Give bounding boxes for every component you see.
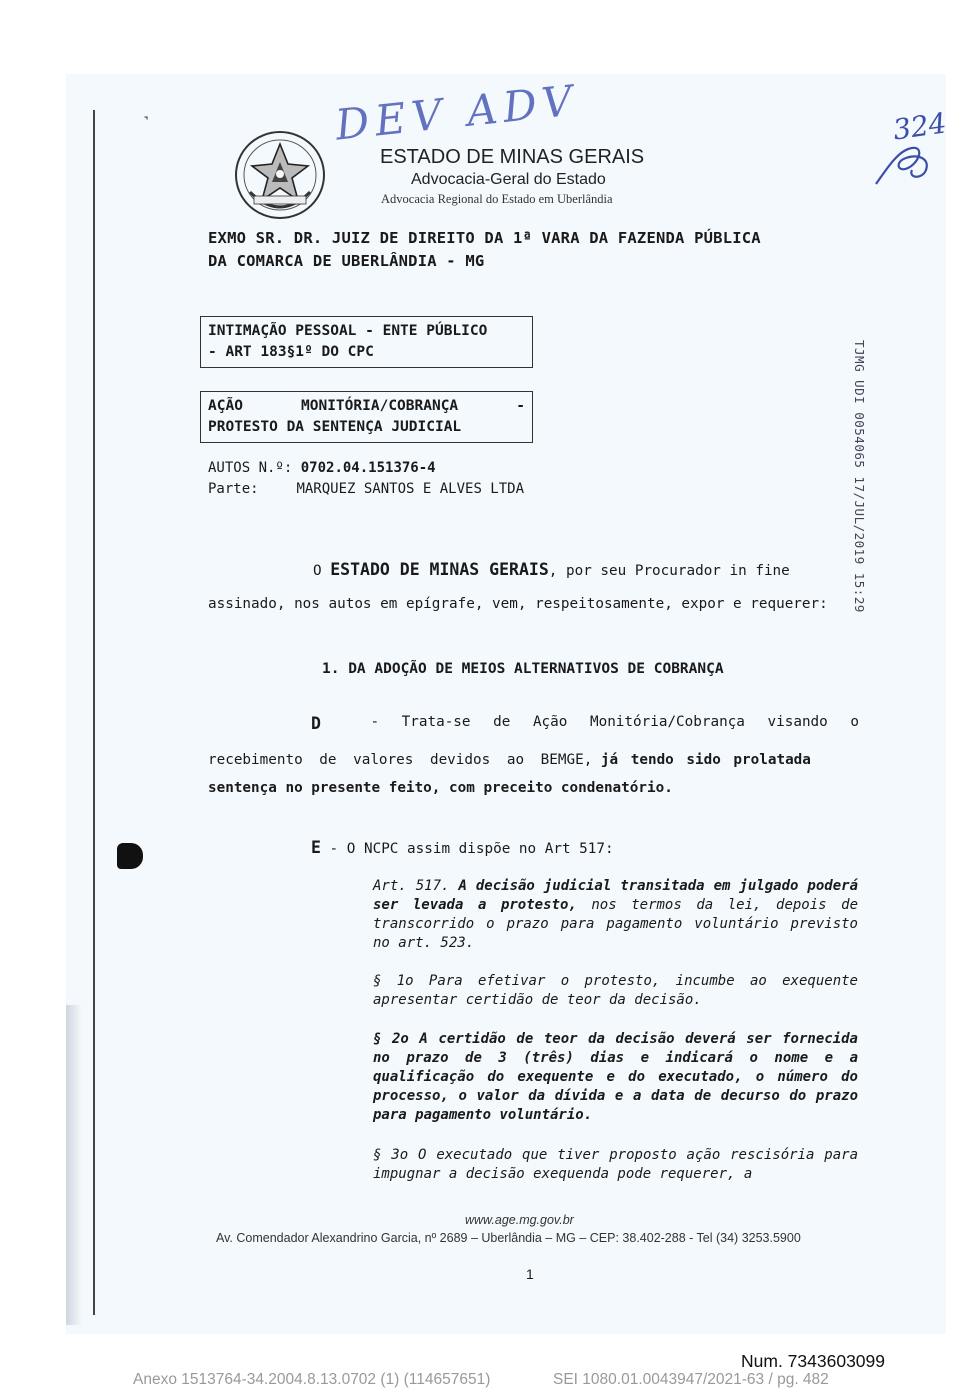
left-shadow-strip [66, 1005, 82, 1325]
quote-article-bold: A decisão judicial transitada em julgado poderá ser levada a protesto, [373, 878, 858, 913]
coat-of-arms-seal-icon [234, 130, 326, 220]
paragraph-d-text: - Trata-se de Ação Monitória/Cobrança visando o [370, 714, 859, 730]
paragraph-e-letter: E [311, 838, 321, 857]
intro-line-2: assinado, nos autos em epígrafe, vem, respeitosamente, expor e requerer: [208, 596, 828, 612]
section-title: 1. DA ADOÇÃO DE MEIOS ALTERNATIVOS DE COBRANÇA [322, 661, 724, 677]
header-agency-name: Advocacia-Geral do Estado [411, 171, 606, 188]
page-number: 1 [526, 1266, 534, 1282]
quote-paragraph-2: § 2o A certidão de teor da decisão deverá ser fornecida no prazo de 3 (três) dias e indicará o nome e a qualificação do exequente e do executado, o número do processo, o valor da dívida e a data de decurso do prazo para pagamento voluntário. [373, 1031, 858, 1123]
case-number-label: AUTOS N.º: [208, 460, 293, 476]
case-party-row [208, 481, 524, 497]
action-type-box [200, 391, 533, 443]
personal-summons-box [200, 316, 533, 368]
personal-summons-line-2: - ART 183§1º DO CPC [208, 344, 374, 360]
intro-lead: O [313, 563, 322, 579]
case-party-value: MARQUEZ SANTOS E ALVES LTDA [296, 481, 525, 497]
intro-rest: , por seu Procurador in fine [548, 563, 790, 579]
footer-website: www.age.mg.gov.br [465, 1213, 574, 1227]
sei-reference: SEI 1080.01.0043947/2021-63 / pg. 482 [553, 1371, 829, 1388]
header-regional-office: Advocacia Regional do Estado em Uberlândia [381, 192, 613, 206]
action-dash: - [516, 398, 525, 414]
personal-summons-line-1: INTIMAÇÃO PESSOAL - ENTE PÚBLICO [208, 323, 488, 339]
paragraph-e [311, 838, 614, 857]
paragraph-e-text: - O NCPC assim dispõe no Art 517: [329, 841, 614, 857]
case-number-value: 0702.04.151376-4 [300, 460, 436, 476]
action-type-line-1 [208, 396, 525, 417]
paragraph-d-line-2 [208, 746, 811, 774]
document-number: Num. 7343603099 [741, 1351, 885, 1371]
scanned-page [66, 74, 946, 1334]
punch-hole-mark [117, 843, 143, 869]
paragraph-d-letter: D [311, 714, 321, 733]
case-party-label: Parte: [208, 481, 259, 497]
paragraph-d-line-2-normal: recebimento de valores devidos ao BEMGE, [208, 752, 593, 768]
annex-reference: Anexo 1513764-34.2004.8.13.0702 (1) (114657651) [133, 1371, 491, 1388]
case-number-row [208, 460, 436, 476]
intro-line-1 [313, 556, 790, 585]
paragraph-d-line-1 [311, 714, 859, 733]
quote-article-517 [373, 877, 858, 953]
quote-article-label: Art. 517. [373, 878, 450, 894]
paragraph-d-line-3: sentença no presente feito, com preceito condenatório. [208, 780, 673, 796]
handwritten-top-note: DEV ADV [333, 75, 581, 150]
addressee-line-2: DA COMARCA DE UBERLÂNDIA - MG [208, 252, 485, 270]
header-state-name: ESTADO DE MINAS GERAIS [380, 146, 645, 168]
intro-entity: ESTADO DE MINAS GERAIS [330, 560, 549, 579]
action-kind: MONITÓRIA/COBRANÇA [301, 398, 459, 414]
left-margin-line [93, 110, 95, 1315]
corner-tick: ˺ [143, 114, 149, 134]
handwritten-folio-number: 324 [890, 106, 949, 147]
action-type-line-2: PROTESTO DA SENTENÇA JUDICIAL [208, 419, 462, 435]
paragraph-d-line-2-bold: já tendo sido prolatada [600, 752, 811, 768]
quote-paragraph-3: § 3o O executado que tiver proposto ação rescisória para impugnar a decisão exequenda pode requerer, a [373, 1147, 858, 1182]
handwritten-initials-signature [868, 140, 938, 190]
protocol-stamp: TJMG UDI 0054065 17/JUL/2019 15:29 [852, 340, 867, 613]
action-word: AÇÃO [208, 398, 243, 414]
quote-article-rest: nos termos da lei, depois de transcorrido o prazo para pagamento voluntário previsto no art. 523. [373, 897, 858, 951]
footer-address: Av. Comendador Alexandrino Garcia, nº 2689 – Uberlândia – MG – CEP: 38.402-288 - Tel (34) 3253.5900 [216, 1231, 801, 1245]
quote-paragraph-1: § 1o Para efetivar o protesto, incumbe ao exequente apresentar certidão de teor da decisão. [373, 973, 858, 1008]
addressee-line-1: EXMO SR. DR. JUIZ DE DIREITO DA 1ª VARA DA FAZENDA PÚBLICA [208, 229, 761, 247]
